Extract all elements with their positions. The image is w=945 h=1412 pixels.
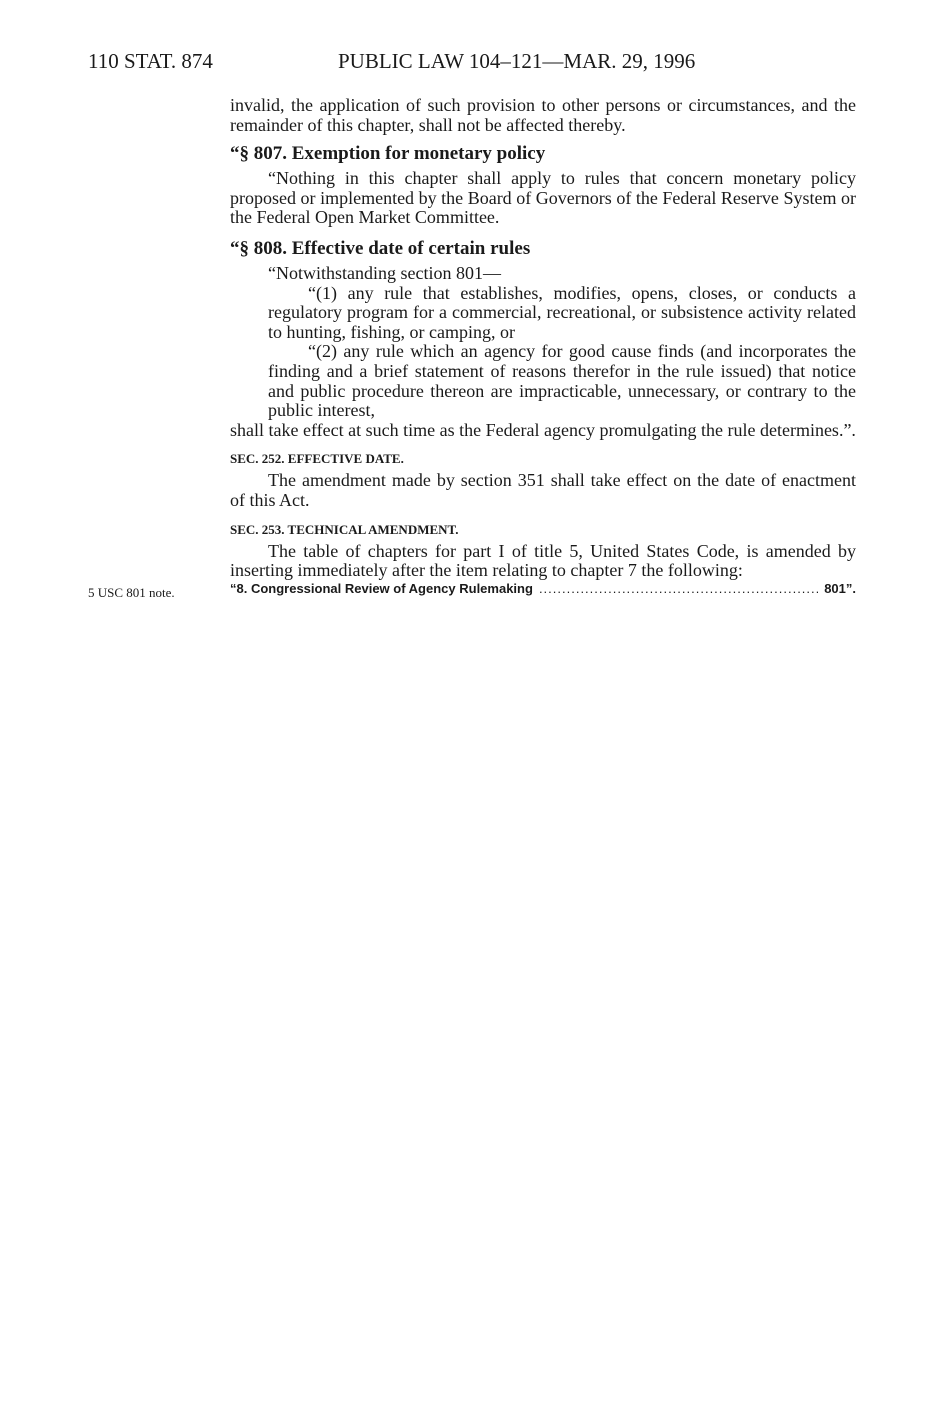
document-body bbox=[230, 96, 856, 597]
section-808-item-1: “(1) any rule that establishes, modifies, opens, closes, or conducts a regulatory program for a commercial, recreational, or subsistence activity related to hunting, fishing, or camping, or bbox=[268, 282, 856, 342]
toc-entry-page: 801”. bbox=[824, 580, 856, 596]
running-header bbox=[88, 46, 858, 76]
public-law-citation: PUBLIC LAW 104–121—MAR. 29, 1996 bbox=[338, 49, 696, 73]
section-808-heading: “§ 808. Effective date of certain rules bbox=[230, 237, 531, 259]
section-808-item-2: “(2) any rule which an agency for good cause finds (and incorporates the finding and a brief statement of reasons therefor in the rule issued) that notice and public procedure thereon are impracticable, unnecessary, or contrary to the public interest, bbox=[268, 341, 856, 421]
section-808-closing: shall take effect at such time as the Federal agency promulgating the rule determines.”. bbox=[230, 419, 856, 440]
stat-page-number: 110 STAT. 874 bbox=[88, 49, 213, 73]
section-808-item-1-block bbox=[230, 284, 856, 343]
section-808-item-2-block bbox=[230, 342, 856, 420]
intro-paragraph: invalid, the application of such provision to other persons or circumstances, and the remainder of this chapter, shall not be affected thereby. bbox=[230, 95, 856, 135]
section-252-text: The amendment made by section 351 shall take effect on the date of enactment of this Act. bbox=[230, 470, 856, 510]
section-252-heading: SEC. 252. EFFECTIVE DATE. bbox=[230, 451, 404, 467]
section-808-lead: “Notwithstanding section 801— bbox=[268, 262, 501, 283]
section-807-heading: “§ 807. Exemption for monetary policy bbox=[230, 143, 546, 165]
section-253-text: The table of chapters for part I of title 5, United States Code, is amended by inserting immediately after the item relating to chapter 7 the following: bbox=[230, 540, 856, 581]
toc-entry-title: “8. Congressional Review of Agency Rulemaking bbox=[230, 580, 533, 596]
toc-entry bbox=[230, 581, 856, 597]
margin-note: 5 USC 801 note. bbox=[88, 585, 175, 600]
section-253-heading: SEC. 253. TECHNICAL AMENDMENT. bbox=[230, 521, 459, 537]
toc-leader-dots bbox=[539, 581, 818, 597]
section-807-text: “Nothing in this chapter shall apply to rules that concern monetary policy proposed or implemented by the Board of Governors of the Federal Reserve System or the Federal Open Market Committee. bbox=[230, 168, 856, 228]
